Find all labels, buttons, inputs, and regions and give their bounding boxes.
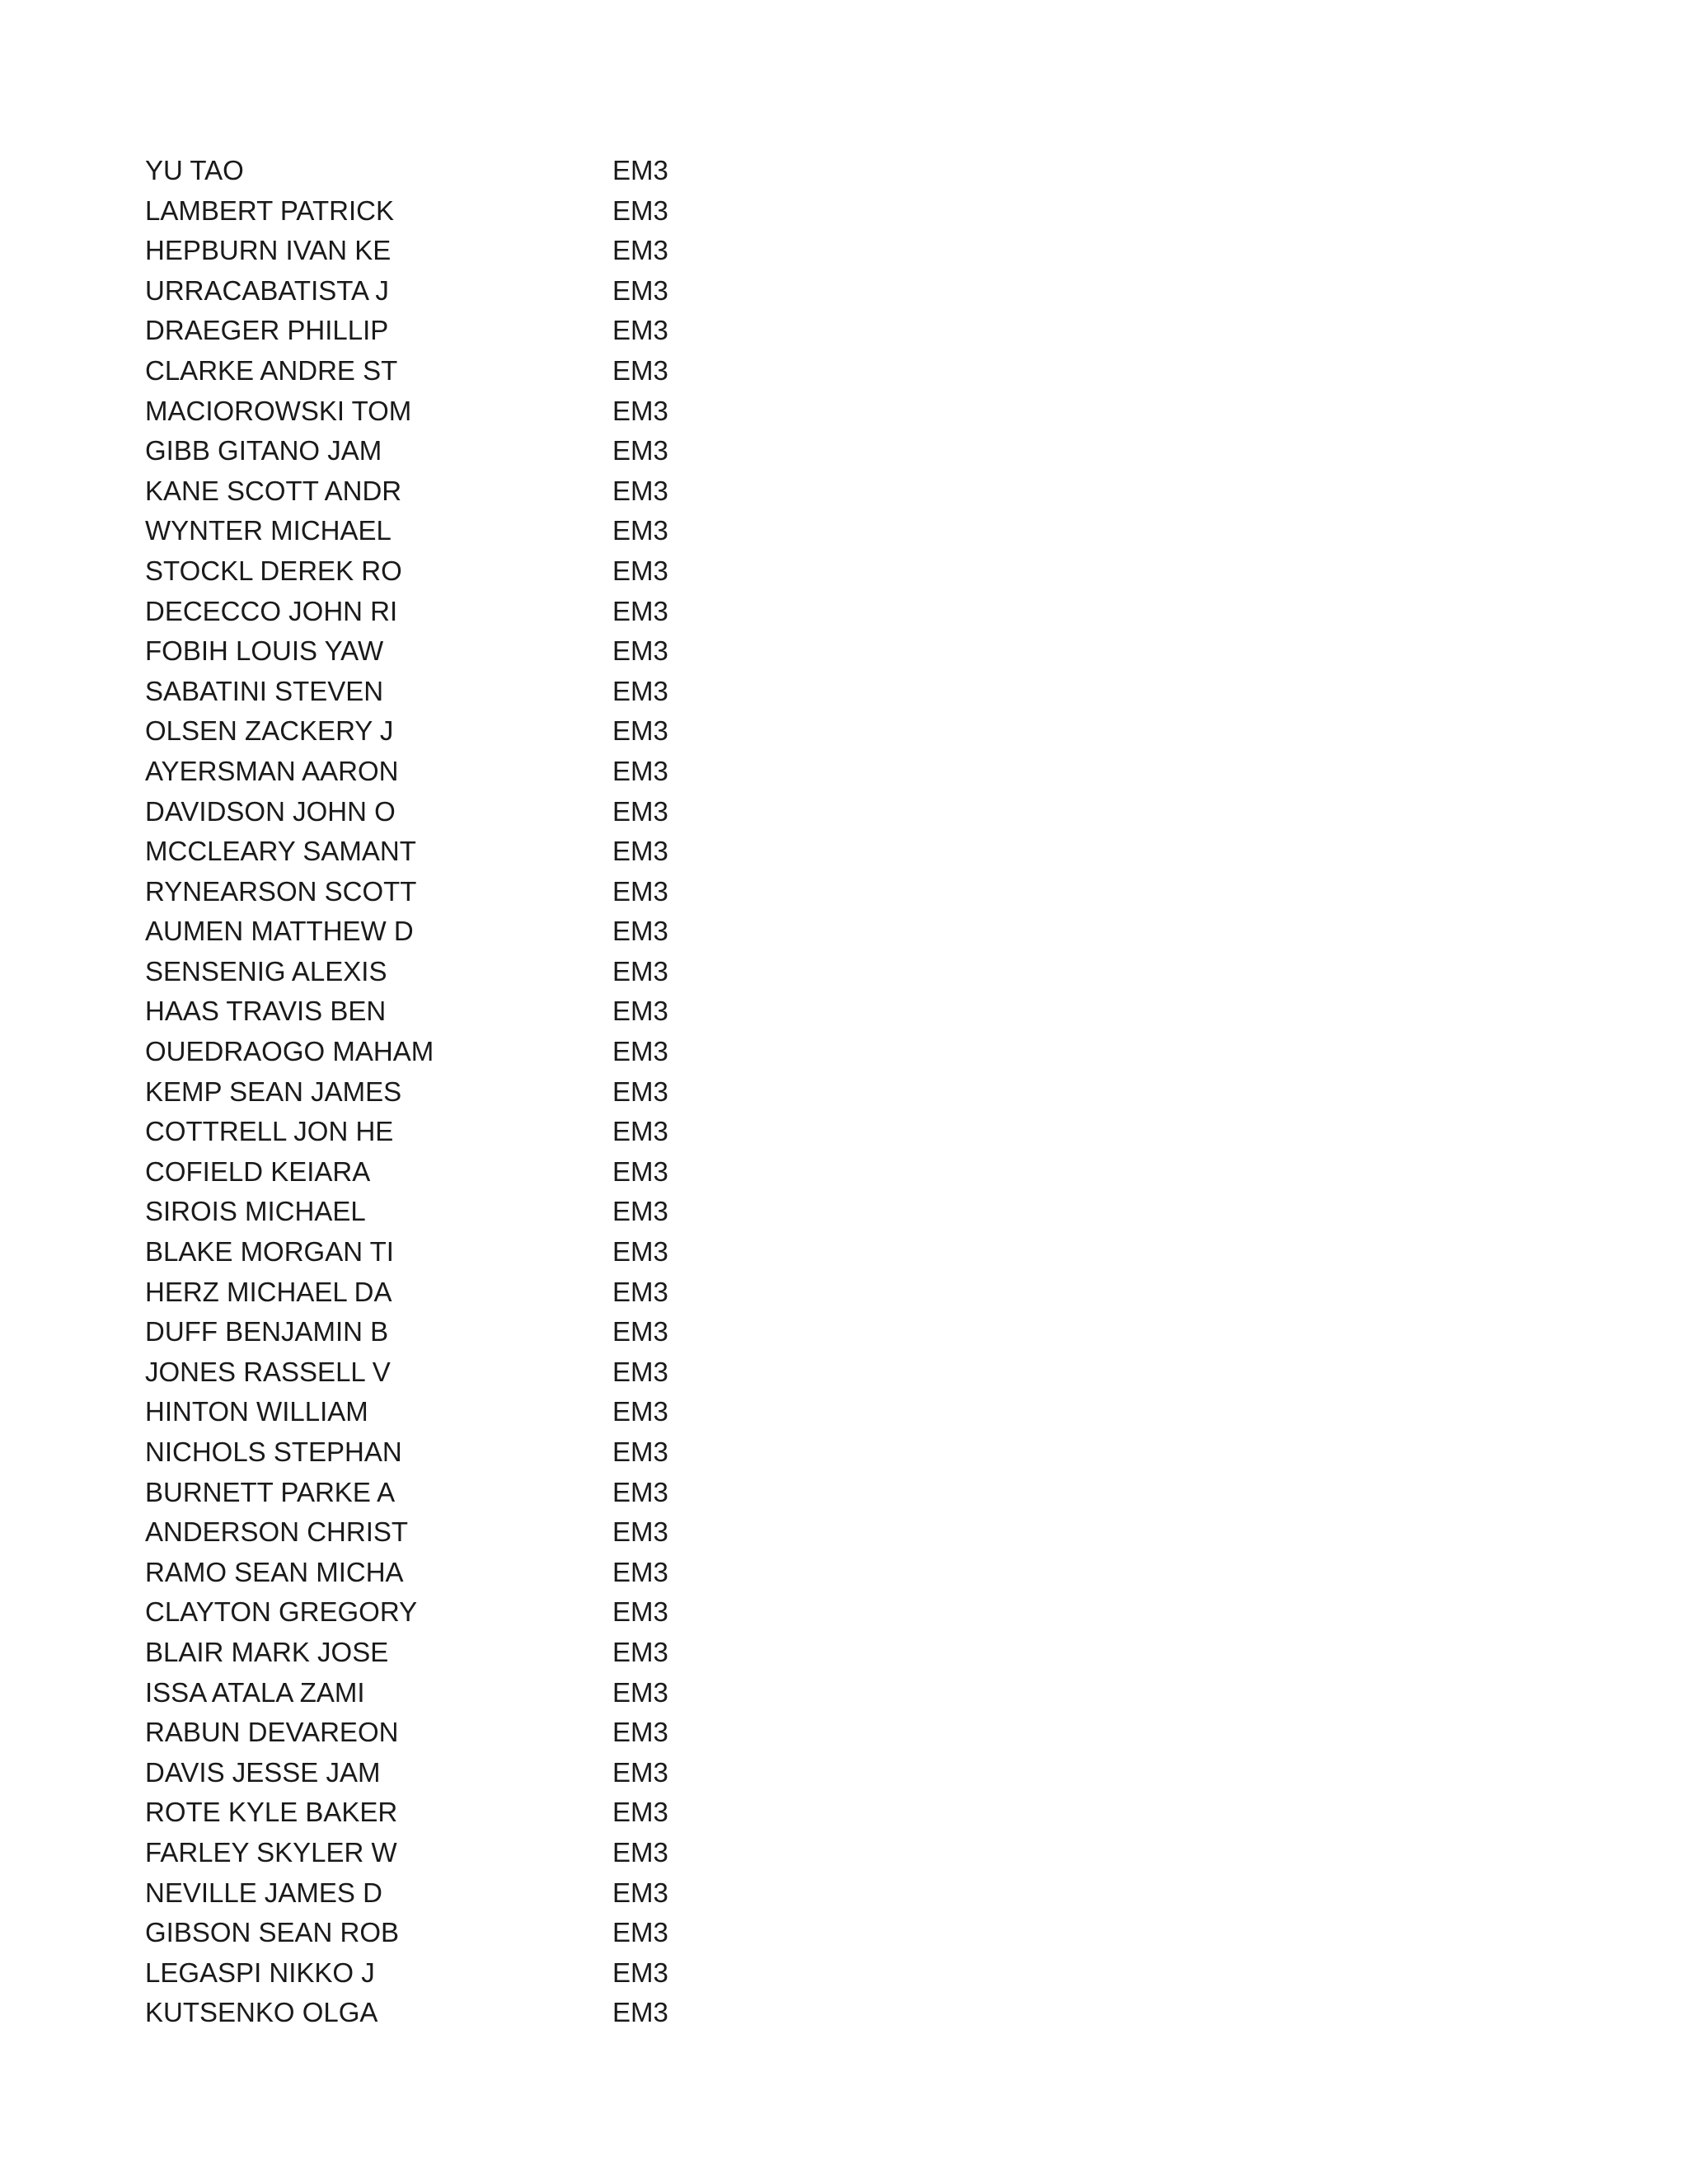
roster-row xyxy=(145,1152,887,1193)
member-rate: EM3 xyxy=(612,274,668,306)
member-rate: EM3 xyxy=(612,675,668,706)
member-rate: EM3 xyxy=(612,795,668,827)
member-rate: EM3 xyxy=(612,1917,668,1948)
member-name: MCCLEARY SAMANT xyxy=(145,836,416,867)
member-name: AUMEN MATTHEW D xyxy=(145,916,414,947)
roster-row xyxy=(145,1272,887,1313)
member-name: URRACABATISTA J xyxy=(145,274,389,306)
member-rate: EM3 xyxy=(612,955,668,987)
roster-row xyxy=(145,1112,887,1152)
member-rate: EM3 xyxy=(612,635,668,667)
member-rate: EM3 xyxy=(612,1196,668,1227)
roster-row xyxy=(145,1592,887,1633)
roster-row xyxy=(145,1473,887,1513)
member-name: KANE SCOTT ANDR xyxy=(145,475,402,506)
member-rate: EM3 xyxy=(612,1436,668,1467)
member-name: LAMBERT PATRICK xyxy=(145,194,394,226)
member-name: STOCKL DEREK RO xyxy=(145,555,402,586)
roster-row xyxy=(145,1512,887,1553)
roster-row xyxy=(145,1833,887,1873)
roster-row xyxy=(145,471,887,512)
roster-row xyxy=(145,952,887,992)
member-name: DRAEGER PHILLIP xyxy=(145,315,389,346)
roster-row xyxy=(145,1993,887,2033)
member-name: HINTON WILLIAM xyxy=(145,1396,368,1427)
member-rate: EM3 xyxy=(612,1276,668,1307)
member-rate: EM3 xyxy=(612,1076,668,1107)
member-name: GIBSON SEAN ROB xyxy=(145,1917,400,1948)
roster-row xyxy=(145,1873,887,1914)
roster-row xyxy=(145,271,887,312)
member-rate: EM3 xyxy=(612,715,668,747)
roster-row xyxy=(145,231,887,271)
roster-row xyxy=(145,1633,887,1673)
member-rate: EM3 xyxy=(612,395,668,426)
member-rate: EM3 xyxy=(612,1316,668,1347)
member-name: BLAIR MARK JOSE xyxy=(145,1636,389,1667)
member-rate: EM3 xyxy=(612,1877,668,1908)
roster-row xyxy=(145,1392,887,1432)
member-name: YU TAO xyxy=(145,155,244,185)
roster-row xyxy=(145,711,887,752)
member-name: MACIOROWSKI TOM xyxy=(145,395,412,426)
member-rate: EM3 xyxy=(612,1957,668,1988)
member-rate: EM3 xyxy=(612,1717,668,1748)
roster-row xyxy=(145,1953,887,1994)
roster-row xyxy=(145,752,887,792)
member-name: COTTRELL JON HE xyxy=(145,1116,394,1147)
member-name: ROTE KYLE BAKER xyxy=(145,1797,398,1828)
member-name: LEGASPI NIKKO J xyxy=(145,1957,375,1988)
member-name: DAVIS JESSE JAM xyxy=(145,1756,381,1788)
roster-row xyxy=(145,1072,887,1113)
roster-row xyxy=(145,592,887,632)
member-name: KEMP SEAN JAMES xyxy=(145,1076,402,1107)
roster-row xyxy=(145,672,887,712)
member-name: HEPBURN IVAN KE xyxy=(145,235,392,266)
member-rate: EM3 xyxy=(612,1516,668,1548)
member-rate: EM3 xyxy=(612,155,668,185)
member-name: GIBB GITANO JAM xyxy=(145,435,382,466)
member-name: DAVIDSON JOHN O xyxy=(145,795,396,827)
member-name: ISSA ATALA ZAMI xyxy=(145,1676,365,1708)
member-rate: EM3 xyxy=(612,194,668,226)
member-name: HAAS TRAVIS BEN xyxy=(145,996,387,1027)
roster-row xyxy=(145,1032,887,1072)
roster-list xyxy=(145,151,887,2033)
member-name: RAMO SEAN MICHA xyxy=(145,1556,404,1587)
roster-row xyxy=(145,631,887,672)
roster-row xyxy=(145,1192,887,1232)
member-name: ANDERSON CHRIST xyxy=(145,1516,409,1548)
member-name: JONES RASSELL V xyxy=(145,1356,391,1387)
member-rate: EM3 xyxy=(612,1155,668,1187)
member-name: CLAYTON GREGORY xyxy=(145,1596,418,1628)
member-rate: EM3 xyxy=(612,1476,668,1507)
member-name: DUFF BENJAMIN B xyxy=(145,1316,389,1347)
member-rate: EM3 xyxy=(612,1756,668,1788)
roster-row xyxy=(145,551,887,592)
member-rate: EM3 xyxy=(612,1556,668,1587)
member-name: OUEDRAOGO MAHAM xyxy=(145,1036,434,1067)
roster-row xyxy=(145,351,887,391)
member-rate: EM3 xyxy=(612,1356,668,1387)
member-rate: EM3 xyxy=(612,515,668,546)
member-name: DECECCO JOHN RI xyxy=(145,595,398,626)
member-rate: EM3 xyxy=(612,1797,668,1828)
roster-row xyxy=(145,151,887,191)
member-name: SIROIS MICHAEL xyxy=(145,1196,366,1227)
member-rate: EM3 xyxy=(612,1836,668,1868)
member-rate: EM3 xyxy=(612,875,668,907)
roster-row xyxy=(145,792,887,832)
roster-row xyxy=(145,1312,887,1352)
member-name: HERZ MICHAEL DA xyxy=(145,1276,392,1307)
member-rate: EM3 xyxy=(612,1036,668,1067)
member-rate: EM3 xyxy=(612,1997,668,2028)
roster-row xyxy=(145,1432,887,1473)
member-name: OLSEN ZACKERY J xyxy=(145,715,394,747)
member-name: BURNETT PARKE A xyxy=(145,1476,396,1507)
member-name: FARLEY SKYLER W xyxy=(145,1836,397,1868)
roster-row xyxy=(145,191,887,232)
roster-row xyxy=(145,1913,887,1953)
roster-row xyxy=(145,912,887,952)
roster-row xyxy=(145,1232,887,1272)
member-rate: EM3 xyxy=(612,996,668,1027)
roster-row xyxy=(145,1673,887,1713)
roster-row xyxy=(145,311,887,351)
roster-row xyxy=(145,1352,887,1393)
member-name: CLARKE ANDRE ST xyxy=(145,354,398,386)
member-rate: EM3 xyxy=(612,555,668,586)
roster-row xyxy=(145,872,887,912)
member-name: AYERSMAN AARON xyxy=(145,755,399,786)
member-rate: EM3 xyxy=(612,315,668,346)
roster-row xyxy=(145,431,887,471)
member-name: SABATINI STEVEN xyxy=(145,675,384,706)
member-rate: EM3 xyxy=(612,435,668,466)
roster-row xyxy=(145,1553,887,1593)
member-rate: EM3 xyxy=(612,1116,668,1147)
member-name: BLAKE MORGAN TI xyxy=(145,1236,394,1268)
member-rate: EM3 xyxy=(612,235,668,266)
member-rate: EM3 xyxy=(612,1596,668,1628)
member-rate: EM3 xyxy=(612,595,668,626)
member-rate: EM3 xyxy=(612,1636,668,1667)
member-rate: EM3 xyxy=(612,916,668,947)
roster-row xyxy=(145,511,887,551)
member-name: RYNEARSON SCOTT xyxy=(145,875,417,907)
member-name: NICHOLS STEPHAN xyxy=(145,1436,402,1467)
member-rate: EM3 xyxy=(612,1676,668,1708)
member-rate: EM3 xyxy=(612,836,668,867)
member-name: WYNTER MICHAEL xyxy=(145,515,392,546)
member-rate: EM3 xyxy=(612,354,668,386)
member-name: SENSENIG ALEXIS xyxy=(145,955,387,987)
member-rate: EM3 xyxy=(612,1236,668,1268)
member-name: COFIELD KEIARA xyxy=(145,1155,371,1187)
member-rate: EM3 xyxy=(612,1396,668,1427)
member-rate: EM3 xyxy=(612,475,668,506)
roster-row xyxy=(145,1793,887,1833)
roster-row xyxy=(145,832,887,872)
member-name: KUTSENKO OLGA xyxy=(145,1997,378,2028)
roster-row xyxy=(145,1713,887,1753)
member-name: FOBIH LOUIS YAW xyxy=(145,635,384,667)
member-rate: EM3 xyxy=(612,755,668,786)
roster-row xyxy=(145,991,887,1032)
member-name: NEVILLE JAMES D xyxy=(145,1877,382,1908)
roster-row xyxy=(145,1753,887,1793)
member-name: RABUN DEVAREON xyxy=(145,1717,399,1748)
roster-row xyxy=(145,391,887,432)
